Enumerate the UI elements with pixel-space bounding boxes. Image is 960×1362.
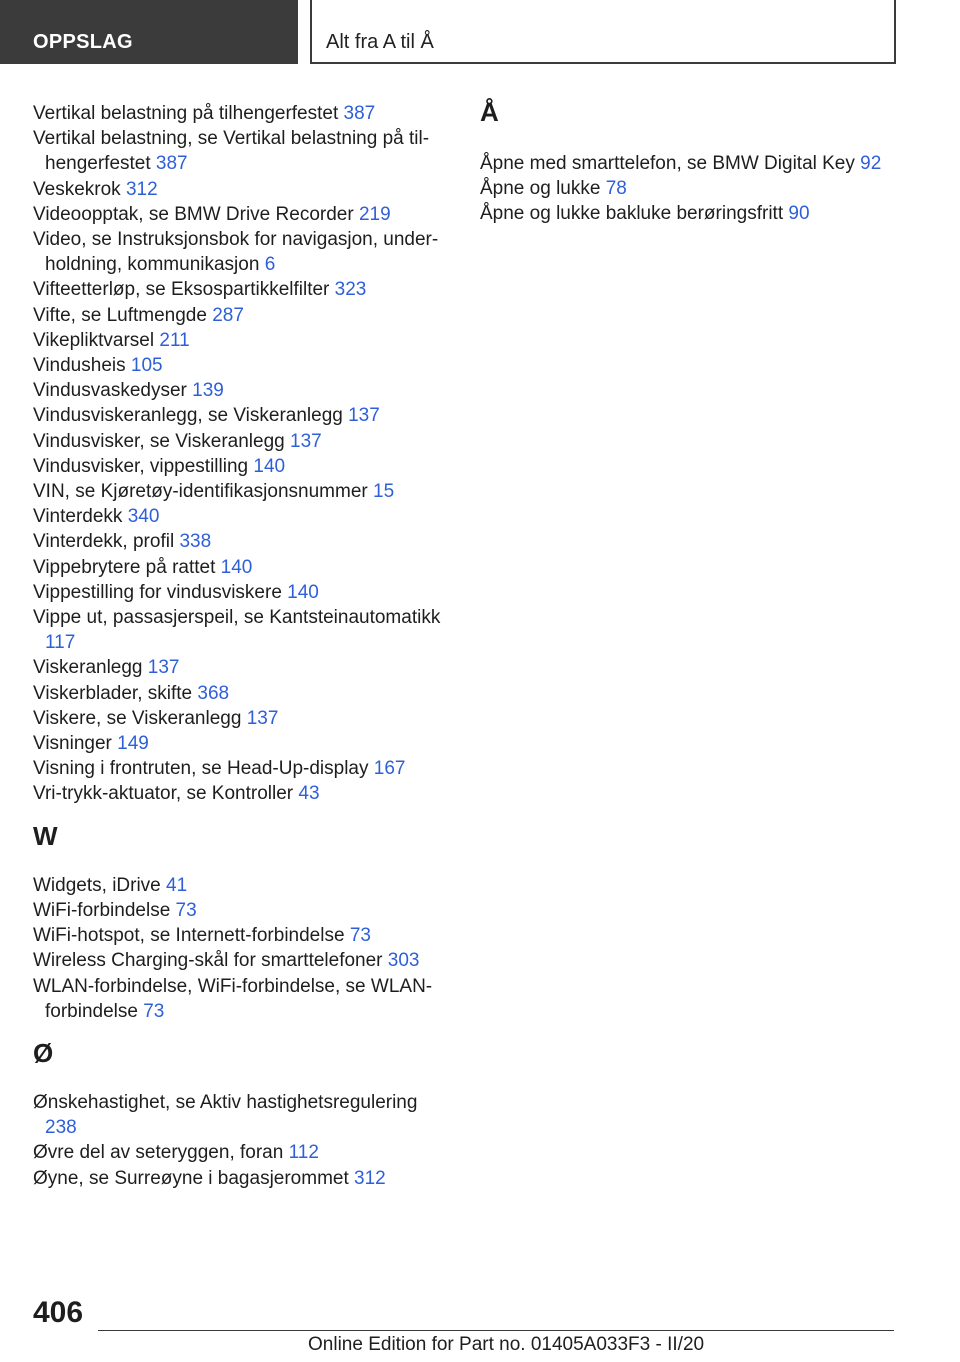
index-entry-text: Vri-trykk-aktuator, se Kontroller — [33, 783, 294, 805]
page-reference-link[interactable]: 387 — [343, 103, 376, 124]
index-entry — [33, 429, 445, 454]
index-entry — [480, 201, 900, 226]
index-entry — [33, 731, 445, 756]
index-entry-text: Åpne og lukke bakluke berøringsfritt — [480, 203, 784, 225]
index-column-right — [480, 97, 900, 227]
header-title: Alt fra A til Å — [326, 31, 434, 53]
index-entry — [33, 655, 445, 680]
page-reference-link[interactable]: 73 — [143, 1000, 165, 1022]
section-letter-oe: Ø — [33, 1037, 54, 1068]
page-reference-link[interactable]: 137 — [348, 405, 380, 427]
page-reference-link[interactable]: 137 — [290, 430, 322, 452]
page-reference-link[interactable]: 112 — [288, 1142, 319, 1164]
index-entry-text: Vippebrytere på rattet — [33, 556, 216, 578]
index-entry-text: Vertikal belastning, se Vertikal belastning på tilhengerfestet — [33, 128, 430, 175]
index-entry-text: Viskere, se Viskeranlegg — [33, 707, 242, 729]
page-reference-link[interactable]: 312 — [125, 178, 158, 200]
index-entry-text: Vindusvaskedyser — [33, 380, 187, 402]
index-entry — [33, 504, 445, 529]
index-entry — [33, 378, 445, 403]
page-reference-link[interactable]: 219 — [358, 203, 391, 225]
index-entry — [33, 202, 445, 227]
header-title-box — [310, 0, 896, 64]
index-entry-text: Visninger — [33, 733, 112, 755]
index-group-oe — [33, 1090, 445, 1191]
index-entry-text: Ønskehastighet, se Aktiv hastighetsregulering — [33, 1091, 418, 1113]
page-reference-link[interactable]: 139 — [192, 380, 224, 402]
index-entry-text: Vippestilling for vindusviskere — [33, 581, 282, 603]
index-group-aa — [480, 151, 900, 227]
index-entry — [33, 227, 445, 277]
header-section-label: OPPSLAG — [33, 31, 133, 53]
index-entry-text: Vinterdekk — [33, 506, 123, 528]
index-entry-text: Vindusvisker, se Viskeranlegg — [33, 430, 285, 452]
page-reference-link[interactable]: 340 — [127, 506, 160, 528]
page-reference-link[interactable]: 287 — [212, 304, 244, 326]
index-entry-text: Viskerblader, skifte — [33, 682, 193, 704]
page-reference-link[interactable]: 140 — [287, 581, 319, 603]
page-reference-link[interactable]: 312 — [354, 1167, 386, 1189]
footer-divider — [98, 1330, 894, 1331]
index-entry-text: Vindusviskeranlegg, se Viskeranlegg — [33, 405, 343, 427]
index-entry — [33, 873, 445, 898]
page-reference-link[interactable]: 303 — [387, 950, 420, 972]
page-reference-link[interactable]: 105 — [130, 355, 163, 377]
index-entry — [480, 176, 900, 201]
index-entry-text: Veskekrok — [33, 178, 121, 200]
index-group-w — [33, 873, 445, 1024]
index-entry-text: Øvre del av seteryggen, foran — [33, 1142, 284, 1164]
index-entry — [33, 974, 445, 1024]
page-reference-link[interactable]: 41 — [166, 874, 188, 896]
index-entry-text: Viskeranlegg — [33, 657, 143, 679]
index-entry — [33, 303, 445, 328]
index-entry — [33, 1090, 445, 1140]
index-entry — [33, 126, 445, 176]
page-reference-link[interactable]: 238 — [45, 1117, 77, 1139]
index-entry-text: WiFi-hotspot, se Internett-forbindelse — [33, 925, 345, 947]
page-reference-link[interactable]: 73 — [349, 925, 371, 947]
index-entry-text: Widgets, iDrive — [33, 874, 161, 896]
index-entry-text: Wireless Charging-skål for smarttelefoner — [33, 950, 383, 972]
page-reference-link[interactable]: 211 — [159, 329, 190, 351]
footer-edition-text: Online Edition for Part no. 01405A033F3 - II/20 — [308, 1334, 705, 1355]
index-entry — [33, 923, 445, 948]
index-entry — [33, 580, 445, 605]
index-entry — [33, 555, 445, 580]
section-letter-aa: Å — [480, 97, 499, 127]
page-reference-link[interactable]: 140 — [220, 556, 253, 578]
index-entry — [33, 605, 445, 655]
index-group-v — [33, 101, 445, 807]
page-reference-link[interactable]: 92 — [860, 153, 882, 174]
page-number: 406 — [33, 1296, 84, 1329]
index-entry-text: Video, se Instruksjonsbok for navigasjon, underholdning, kommunikasjon — [33, 229, 439, 276]
index-entry — [33, 781, 445, 806]
index-entry — [33, 177, 445, 202]
page-reference-link[interactable]: 387 — [155, 153, 188, 175]
index-entry-text: WiFi-forbindelse — [33, 899, 171, 921]
index-entry — [33, 529, 445, 554]
index-entry-text: Vifteetterløp, se Eksospartikkelfilter — [33, 279, 330, 301]
index-entry — [33, 479, 445, 504]
index-entry-text: Vifte, se Luftmengde — [33, 304, 207, 326]
page-reference-link[interactable]: 137 — [246, 707, 279, 729]
index-entry — [33, 454, 445, 479]
index-entry — [33, 681, 445, 706]
index-entry — [33, 277, 445, 302]
index-entry-text: Vikepliktvarsel — [33, 329, 155, 351]
index-entry-text: Visning i frontruten, se Head-Up-display — [33, 758, 369, 780]
section-letter-w: W — [33, 820, 58, 851]
index-entry-text: Øyne, se Surreøyne i bagasjerommet — [33, 1167, 349, 1189]
page-reference-link[interactable]: 6 — [264, 254, 276, 276]
index-entry — [33, 403, 445, 428]
index-entry — [33, 328, 445, 353]
page-reference-link[interactable]: 15 — [373, 481, 395, 503]
index-entry — [33, 948, 445, 973]
index-entry-text: Vindusheis — [33, 355, 126, 377]
index-entry-text: Åpne med smarttelefon, se BMW Digital Key — [480, 153, 855, 174]
index-entry-text: Vindusvisker, vippestilling — [33, 455, 249, 477]
index-entry-text: Vippe ut, passasjerspeil, se Kantsteinautomatikk — [33, 607, 441, 629]
index-entry — [33, 706, 445, 731]
index-entry — [33, 898, 445, 923]
page-reference-link[interactable]: 338 — [179, 531, 212, 553]
page-reference-link[interactable]: 117 — [45, 632, 76, 654]
page-reference-link[interactable]: 149 — [117, 733, 149, 755]
index-entry — [33, 1140, 445, 1165]
page-reference-link[interactable]: 78 — [605, 178, 627, 200]
index-entry-text: Videoopptak, se BMW Drive Recorder — [33, 203, 354, 225]
index-column-left — [33, 101, 445, 1191]
page-reference-link[interactable]: 73 — [175, 899, 197, 921]
page-reference-link[interactable]: 137 — [147, 657, 180, 679]
index-entry-text: Vertikal belastning på tilhengerfestet — [33, 103, 339, 124]
index-entry-text: Åpne og lukke — [480, 178, 601, 200]
index-entry-text: WLAN-forbindelse, WiFi-forbindelse, se WLAN-forbindelse — [33, 975, 433, 1022]
page-reference-link[interactable]: 140 — [253, 455, 286, 477]
index-entry-text: VIN, se Kjøretøy-identifikasjonsnummer — [33, 481, 368, 503]
index-entry — [33, 353, 445, 378]
page-reference-link[interactable]: 90 — [788, 203, 810, 225]
index-entry-text: Vinterdekk, profil — [33, 531, 175, 553]
index-entry — [33, 1166, 445, 1191]
header-section-tab — [0, 0, 298, 64]
page-reference-link[interactable]: 167 — [373, 758, 406, 780]
index-entry — [33, 756, 445, 781]
page-reference-link[interactable]: 323 — [334, 279, 367, 301]
page-reference-link[interactable]: 368 — [197, 682, 230, 704]
index-entry — [33, 101, 445, 126]
page-reference-link[interactable]: 43 — [298, 783, 320, 805]
index-entry — [480, 151, 900, 176]
